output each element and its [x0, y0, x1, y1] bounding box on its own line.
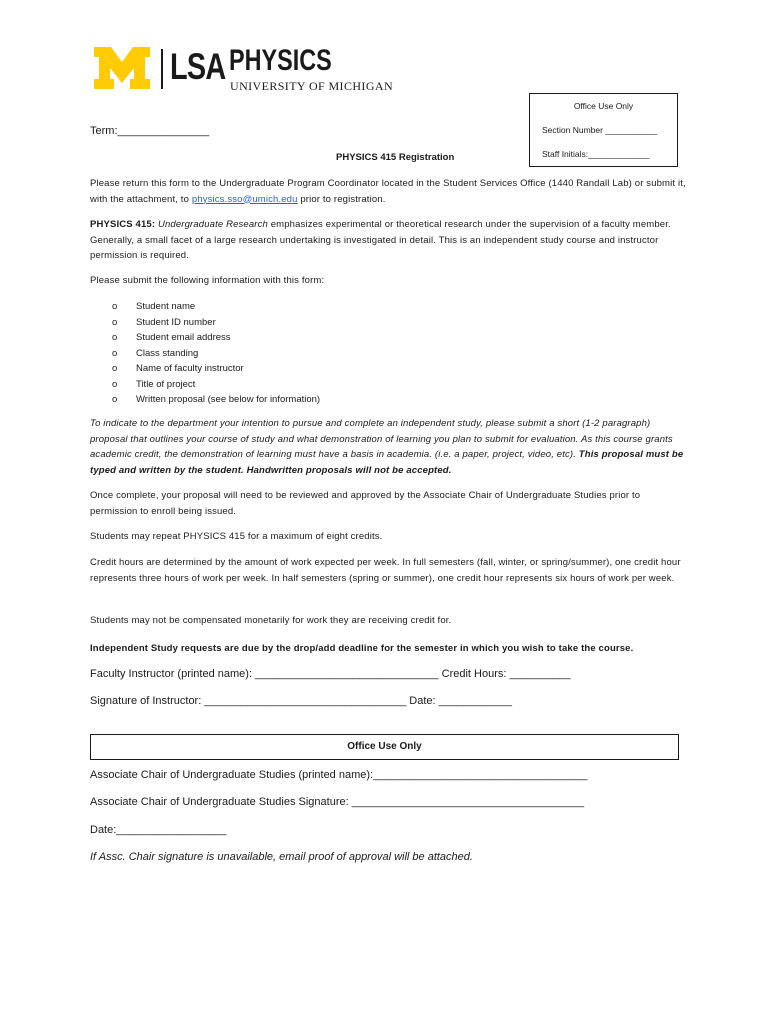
instructor-signature-line[interactable]: Signature of Instructor: _________________________________ Date: ____________: [90, 695, 513, 707]
list-item: [90, 299, 590, 315]
chair-signature-line[interactable]: Associate Chair of Undergraduate Studies Signature: ______________________________________: [90, 796, 585, 808]
course-label: PHYSICS 415:: [90, 219, 156, 230]
bullet: o: [112, 363, 118, 374]
logo-physics-text: PHYSICS: [229, 44, 332, 77]
staff-initials-field[interactable]: Staff Initials:_____________: [542, 149, 650, 159]
date-line[interactable]: Date:__________________: [90, 824, 227, 836]
bullet: o: [112, 378, 118, 390]
block-m-shape: [94, 47, 150, 89]
list-item-text: Student email address: [136, 332, 231, 343]
intro-text-end: prior to registration.: [297, 193, 386, 205]
list-item: [90, 315, 590, 331]
list-item-text: Student name: [136, 301, 196, 312]
logo-university-text: UNIVERSITY OF MICHIGAN: [230, 79, 394, 93]
bullet: o: [112, 332, 118, 343]
review-note: Once complete, your proposal will need to be reviewed and approved by the Associate Chair of Undergraduate Studies prior to permission to enroll being issued.: [90, 490, 641, 517]
proposal-paragraph: [90, 416, 686, 478]
list-item: [90, 361, 590, 377]
list-item-text: Student ID number: [136, 316, 216, 328]
proposal-text: To indicate to the department your intention to pursue and complete an independent study, please submit a short (1-2 paragraph) proposal that outlines your course of study and what demonstration of learning you plan to submit for evaluation. As this course grants academic credit, the demonstration of learning must have a basis in academia. (i.e. a paper, project, video, etc).: [90, 418, 673, 460]
chair-name-line[interactable]: Associate Chair of Undergraduate Studies (printed name):___________________________________: [90, 769, 588, 781]
credit-note: Credit hours are determined by the amount of work expected per week. In full semesters (fall, winter, or spring/summer), one credit hour represents three hours of work per week. In half semesters (spring or summer), one credit hour represents six hours of work per week.: [90, 557, 681, 584]
faculty-instructor-line[interactable]: Faculty Instructor (printed name): ______________________________ Credit Hours: __________: [90, 668, 571, 680]
logo-divider: [161, 49, 163, 89]
office-use-box: [529, 93, 678, 167]
course-name: Undergraduate Research: [157, 219, 268, 230]
bullet: o: [112, 301, 118, 312]
deadline-note: Independent Study requests are due by the drop/add deadline for the semester in which you wish to take the course.: [90, 643, 634, 654]
list-item: [90, 392, 590, 408]
university-block-m-logo: [94, 47, 150, 89]
submit-intro: Please submit the following information with this form:: [90, 275, 325, 286]
bullet: o: [112, 394, 118, 405]
section-number-field[interactable]: Section Number ___________: [542, 125, 658, 135]
course-description-text: emphasizes experimental or theoretical research under the supervision of a faculty member. Generally, a small facet of a large research undertaking is investigated in detail. This is an independent study course and instructor permission is required.: [90, 219, 671, 261]
list-item: [90, 346, 590, 362]
list-item-text: Class standing: [136, 347, 199, 359]
office-use-header-box: [90, 734, 679, 760]
list-item-text: Title of project: [136, 378, 196, 390]
list-item-text: Written proposal (see below for information): [136, 394, 321, 405]
bullet: o: [112, 316, 118, 328]
approval-footnote: If Assc. Chair signature is unavailable, email proof of approval will be attached.: [90, 851, 473, 863]
proposal-warning: This proposal must be typed and written by the student. Handwritten proposals will not be accepted.: [90, 449, 684, 476]
list-item: [90, 330, 590, 346]
list-item-text: Name of faculty instructor: [136, 363, 244, 374]
bullet: o: [112, 347, 118, 359]
intro-paragraph: [90, 176, 690, 207]
requirements-list: [90, 299, 590, 408]
intro-text-start: Please return this form to the Undergraduate Program Coordinator located in the Student Services Office (1440 Randall Lab) or submit it, with the attachment, to: [90, 178, 686, 205]
office-use-section-title: Office Use Only: [347, 741, 422, 752]
logo-lsa-text: LSA: [170, 46, 226, 87]
email-link[interactable]: physics.sso@umich.edu: [191, 193, 298, 205]
list-item: [90, 377, 590, 393]
office-use-title: Office Use Only: [573, 101, 634, 111]
registration-title: PHYSICS 415 Registration: [336, 152, 455, 163]
term-field[interactable]: Term:_______________: [90, 125, 210, 137]
course-description: [90, 217, 686, 264]
compensation-note: Students may not be compensated monetarily for work they are receiving credit for.: [90, 615, 452, 626]
repeat-note: Students may repeat PHYSICS 415 for a maximum of eight credits.: [90, 531, 383, 542]
